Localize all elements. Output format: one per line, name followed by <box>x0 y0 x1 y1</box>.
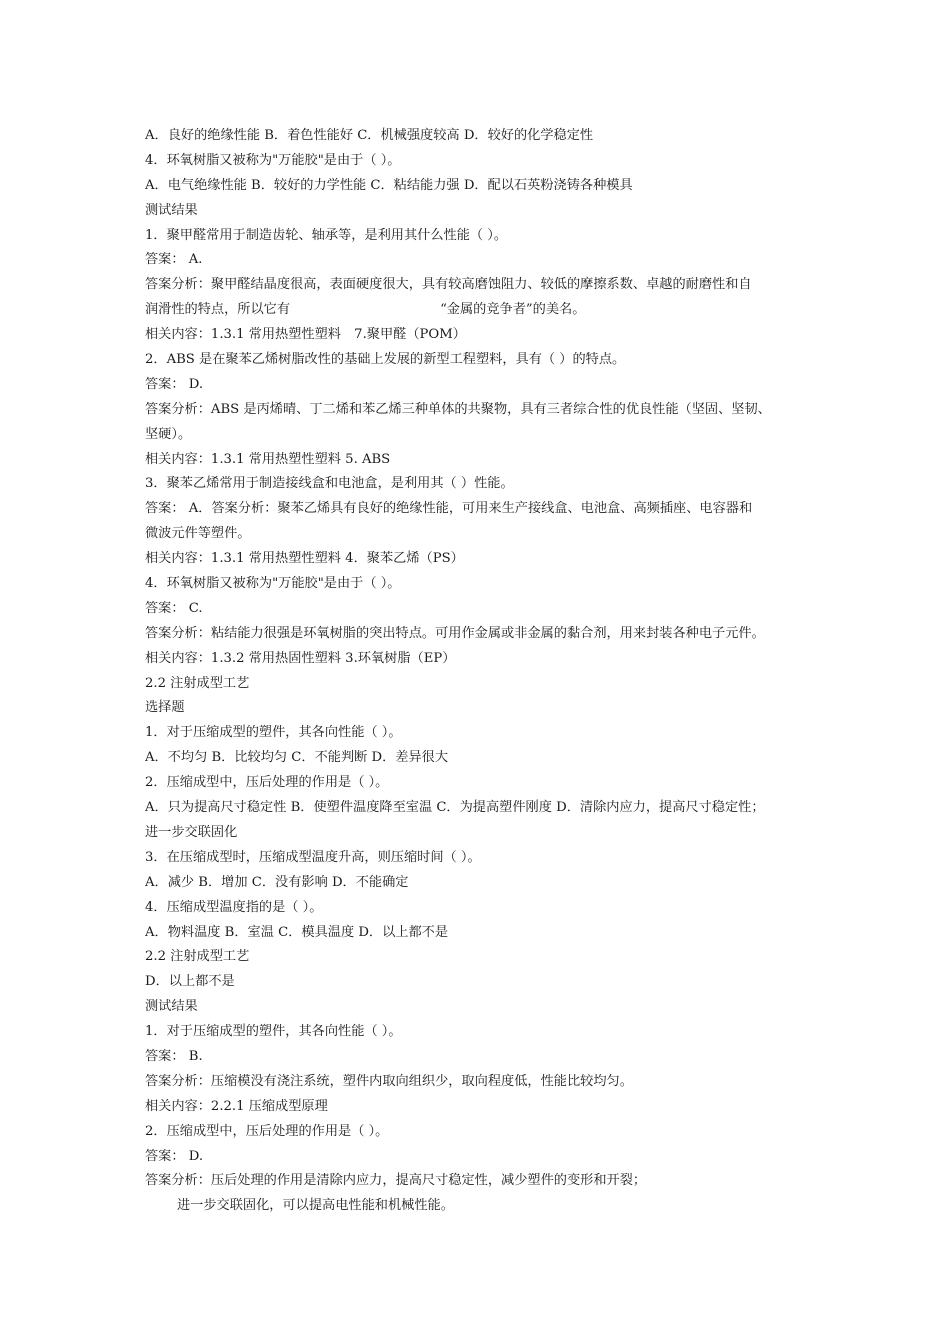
options-line: D．以上都不是 <box>145 974 235 990</box>
question-line: 3．在压缩成型时，压缩成型温度升高，则压缩时间（ ）。 <box>145 849 481 865</box>
options-line: A．减少 B．增加 C．没有影响 D．不能确定 <box>145 874 409 890</box>
document-body <box>145 124 825 1219</box>
section-heading: 选择题 <box>145 700 185 716</box>
answer-line: 答案： A. <box>145 252 203 268</box>
analysis-line: 答案分析：聚甲醛结晶度很高，表面硬度很大，具有较高磨蚀阻力、较低的摩擦系数、卓越的耐磨性和自 <box>145 277 752 293</box>
analysis-line: 答案分析：压缩模没有浇注系统，塑件内取向组织少，取向程度低，性能比较均匀。 <box>145 1073 633 1089</box>
question-line: 1．聚甲醛常用于制造齿轮、轴承等，是利用其什么性能（ ）。 <box>145 227 508 243</box>
related-content-line: 相关内容：1.3.1 常用热塑性塑料 4．聚苯乙烯（PS） <box>145 551 464 567</box>
analysis-text-tail: “金属的竞争者”的美名。 <box>440 302 586 318</box>
related-content-line: 相关内容：1.3.1 常用热塑性塑料 7.聚甲醛（POM） <box>145 327 466 343</box>
related-content-line: 相关内容：1.3.2 常用热固性塑料 3.环氧树脂（EP） <box>145 650 456 666</box>
section-heading: 2.2 注射成型工艺 <box>145 949 250 965</box>
analysis-line-continued: 进一步交联固化，可以提高电性能和机械性能。 <box>177 1198 454 1214</box>
analysis-line: 答案分析：压后处理的作用是清除内应力，提高尺寸稳定性，减少塑件的变形和开裂； <box>145 1173 647 1189</box>
question-line: 4．环氧树脂又被称为"万能胶"是由于（ ）。 <box>145 152 401 168</box>
question-line: 4．环氧树脂又被称为"万能胶"是由于（ ）。 <box>145 576 401 592</box>
answer-line: 答案： D. <box>145 376 204 392</box>
options-line: A．不均匀 B．比较均匀 C．不能判断 D．差异很大 <box>145 750 449 766</box>
answer-line: 答案： C. <box>145 600 203 616</box>
options-line-continued: 进一步交联固化 <box>145 824 238 840</box>
related-content-line: 相关内容：1.3.1 常用热塑性塑料 5. ABS <box>145 451 391 467</box>
answer-line: 答案： B. <box>145 1048 203 1064</box>
analysis-line-continued: 坚硬）。 <box>145 426 192 442</box>
question-line: 4．压缩成型温度指的是（ ）。 <box>145 899 323 915</box>
analysis-line: 答案分析：粘结能力很强是环氧树脂的突出特点。可用作金属或非金属的黏合剂，用来封装各种电子元件。 <box>145 625 765 641</box>
options-line: A．物料温度 B．室温 C．模具温度 D．以上都不是 <box>145 924 449 940</box>
section-heading: 测试结果 <box>145 202 198 218</box>
question-line: 2．压缩成型中，压后处理的作用是（ ）。 <box>145 1123 389 1139</box>
question-line: 2．ABS 是在聚苯乙烯树脂改性的基础上发展的新型工程塑料，具有（ ）的特点。 <box>145 352 626 368</box>
question-line: 2．压缩成型中，压后处理的作用是（ ）。 <box>145 775 389 791</box>
question-line: 1．对于压缩成型的塑件，其各向性能（ ）。 <box>145 1024 402 1040</box>
related-content-line: 相关内容：2.2.1 压缩成型原理 <box>145 1098 328 1114</box>
analysis-line-continued: 微波元件等塑件。 <box>145 526 251 542</box>
text-line: A．良好的绝缘性能 B．着色性能好 C．机械强度较高 D．较好的化学稳定性 <box>145 128 594 143</box>
analysis-line-continued <box>145 298 825 323</box>
analysis-text: 润滑性的特点，所以它有 <box>145 302 291 318</box>
answer-line: 答案： A．答案分析：聚苯乙烯具有良好的绝缘性能，可用来生产接线盒、电池盒、高频插座、电容器和 <box>145 501 753 517</box>
question-line: 1．对于压缩成型的塑件，其各向性能（ ）。 <box>145 725 402 741</box>
answer-line: 答案： D. <box>145 1148 204 1164</box>
question-line: 3．聚苯乙烯常用于制造接线盒和电池盒，是利用其（ ）性能。 <box>145 476 514 492</box>
analysis-line: 答案分析：ABS 是丙烯晴、丁二烯和苯乙烯三种单体的共聚物，具有三者综合性的优良性能（坚固、坚韧、 <box>145 401 771 417</box>
section-heading: 2.2 注射成型工艺 <box>145 675 250 691</box>
section-heading: 测试结果 <box>145 999 198 1015</box>
options-line: A．只为提高尺寸稳定性 B．使塑件温度降至室温 C．为提高塑件刚度 D．清除内应力，提高尺寸稳定性； <box>145 800 765 816</box>
text-line: A．电气绝缘性能 B．较好的力学性能 C．粘结能力强 D．配以石英粉浇铸各种模具 <box>145 177 633 193</box>
